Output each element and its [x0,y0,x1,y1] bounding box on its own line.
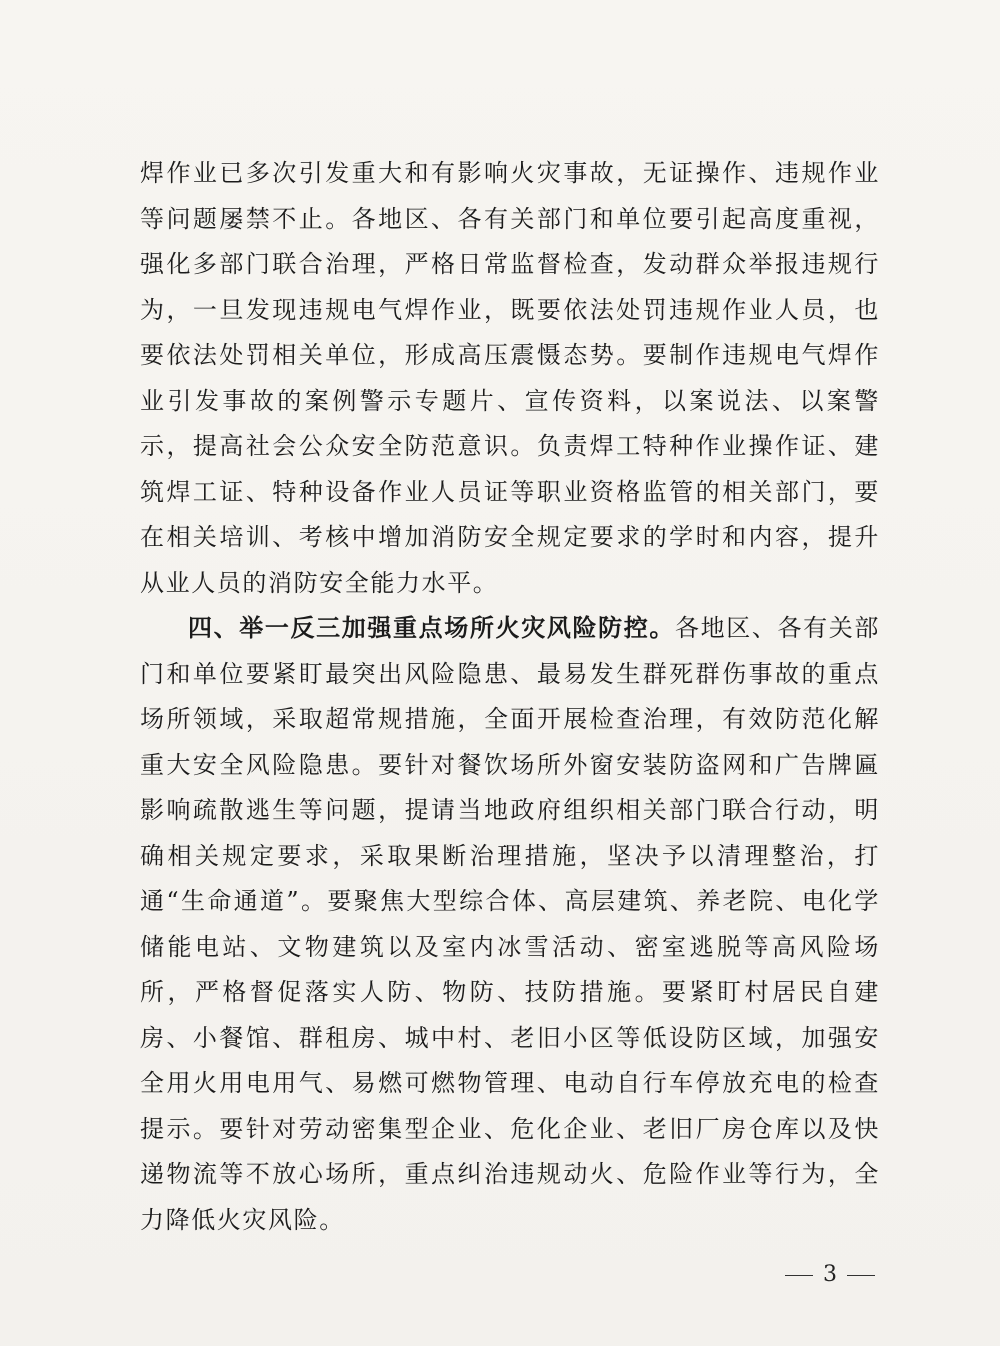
paragraph-text: 各地区、各有关部门和单位要紧盯最突出风险隐患、最易发生群死群伤事故的重点场所领域，采取超常规措施，全面开展检查治理，有效防范化解重大安全风险隐患。要针对餐饮场所外窗安装防盗网和广告牌匾影响疏散逃生等问题，提请当地政府组织相关部门联合行动，明确相关规定要求，采取果断治理措施，坚决予以清理整治，打通“生命通道”。要聚焦大型综合体、高层建筑、养老院、电化学储能电站、文物建筑以及室内冰雪活动、密室逃脱等高风险场所，严格督促落实人防、物防、技防措施。要紧盯村居民自建房、小餐馆、群租房、城中村、老旧小区等低设防区域，加强安全用火用电用气、易燃可燃物管理、电动自行车停放充电的检查提示。要针对劳动密集型企业、危化企业、老旧厂房仓库以及快递物流等不放心场所，重点纠治违规动火、危险作业等行为，全力降低火灾风险。 [140,614,880,1234]
section-heading: 四、举一反三加强重点场所火灾风险防控。 [188,614,675,642]
document-body [140,151,880,1243]
dash-right [847,1275,875,1276]
page-number-footer [770,1262,890,1287]
dash-left [785,1275,813,1276]
paragraph-key-venues [140,606,880,1243]
page-number: 3 [823,1262,837,1287]
paragraph-welding-supervision [140,151,880,606]
paragraph-text: 焊作业已多次引发重大和有影响火灾事故，无证操作、违规作业等问题屡禁不止。各地区、各有关部门和单位要引起高度重视，强化多部门联合治理，严格日常监督检查，发动群众举报违规行为，一旦发现违规电气焊作业，既要依法处罚违规作业人员，也要依法处罚相关单位，形成高压震慑态势。要制作违规电气焊作业引发事故的案例警示专题片、宣传资料，以案说法、以案警示，提高社会公众安全防范意识。负责焊工特种作业操作证、建筑焊工证、特种设备作业人员证等职业资格监管的相关部门，要在相关培训、考核中增加消防安全规定要求的学时和内容，提升从业人员的消防安全能力水平。 [140,159,880,597]
